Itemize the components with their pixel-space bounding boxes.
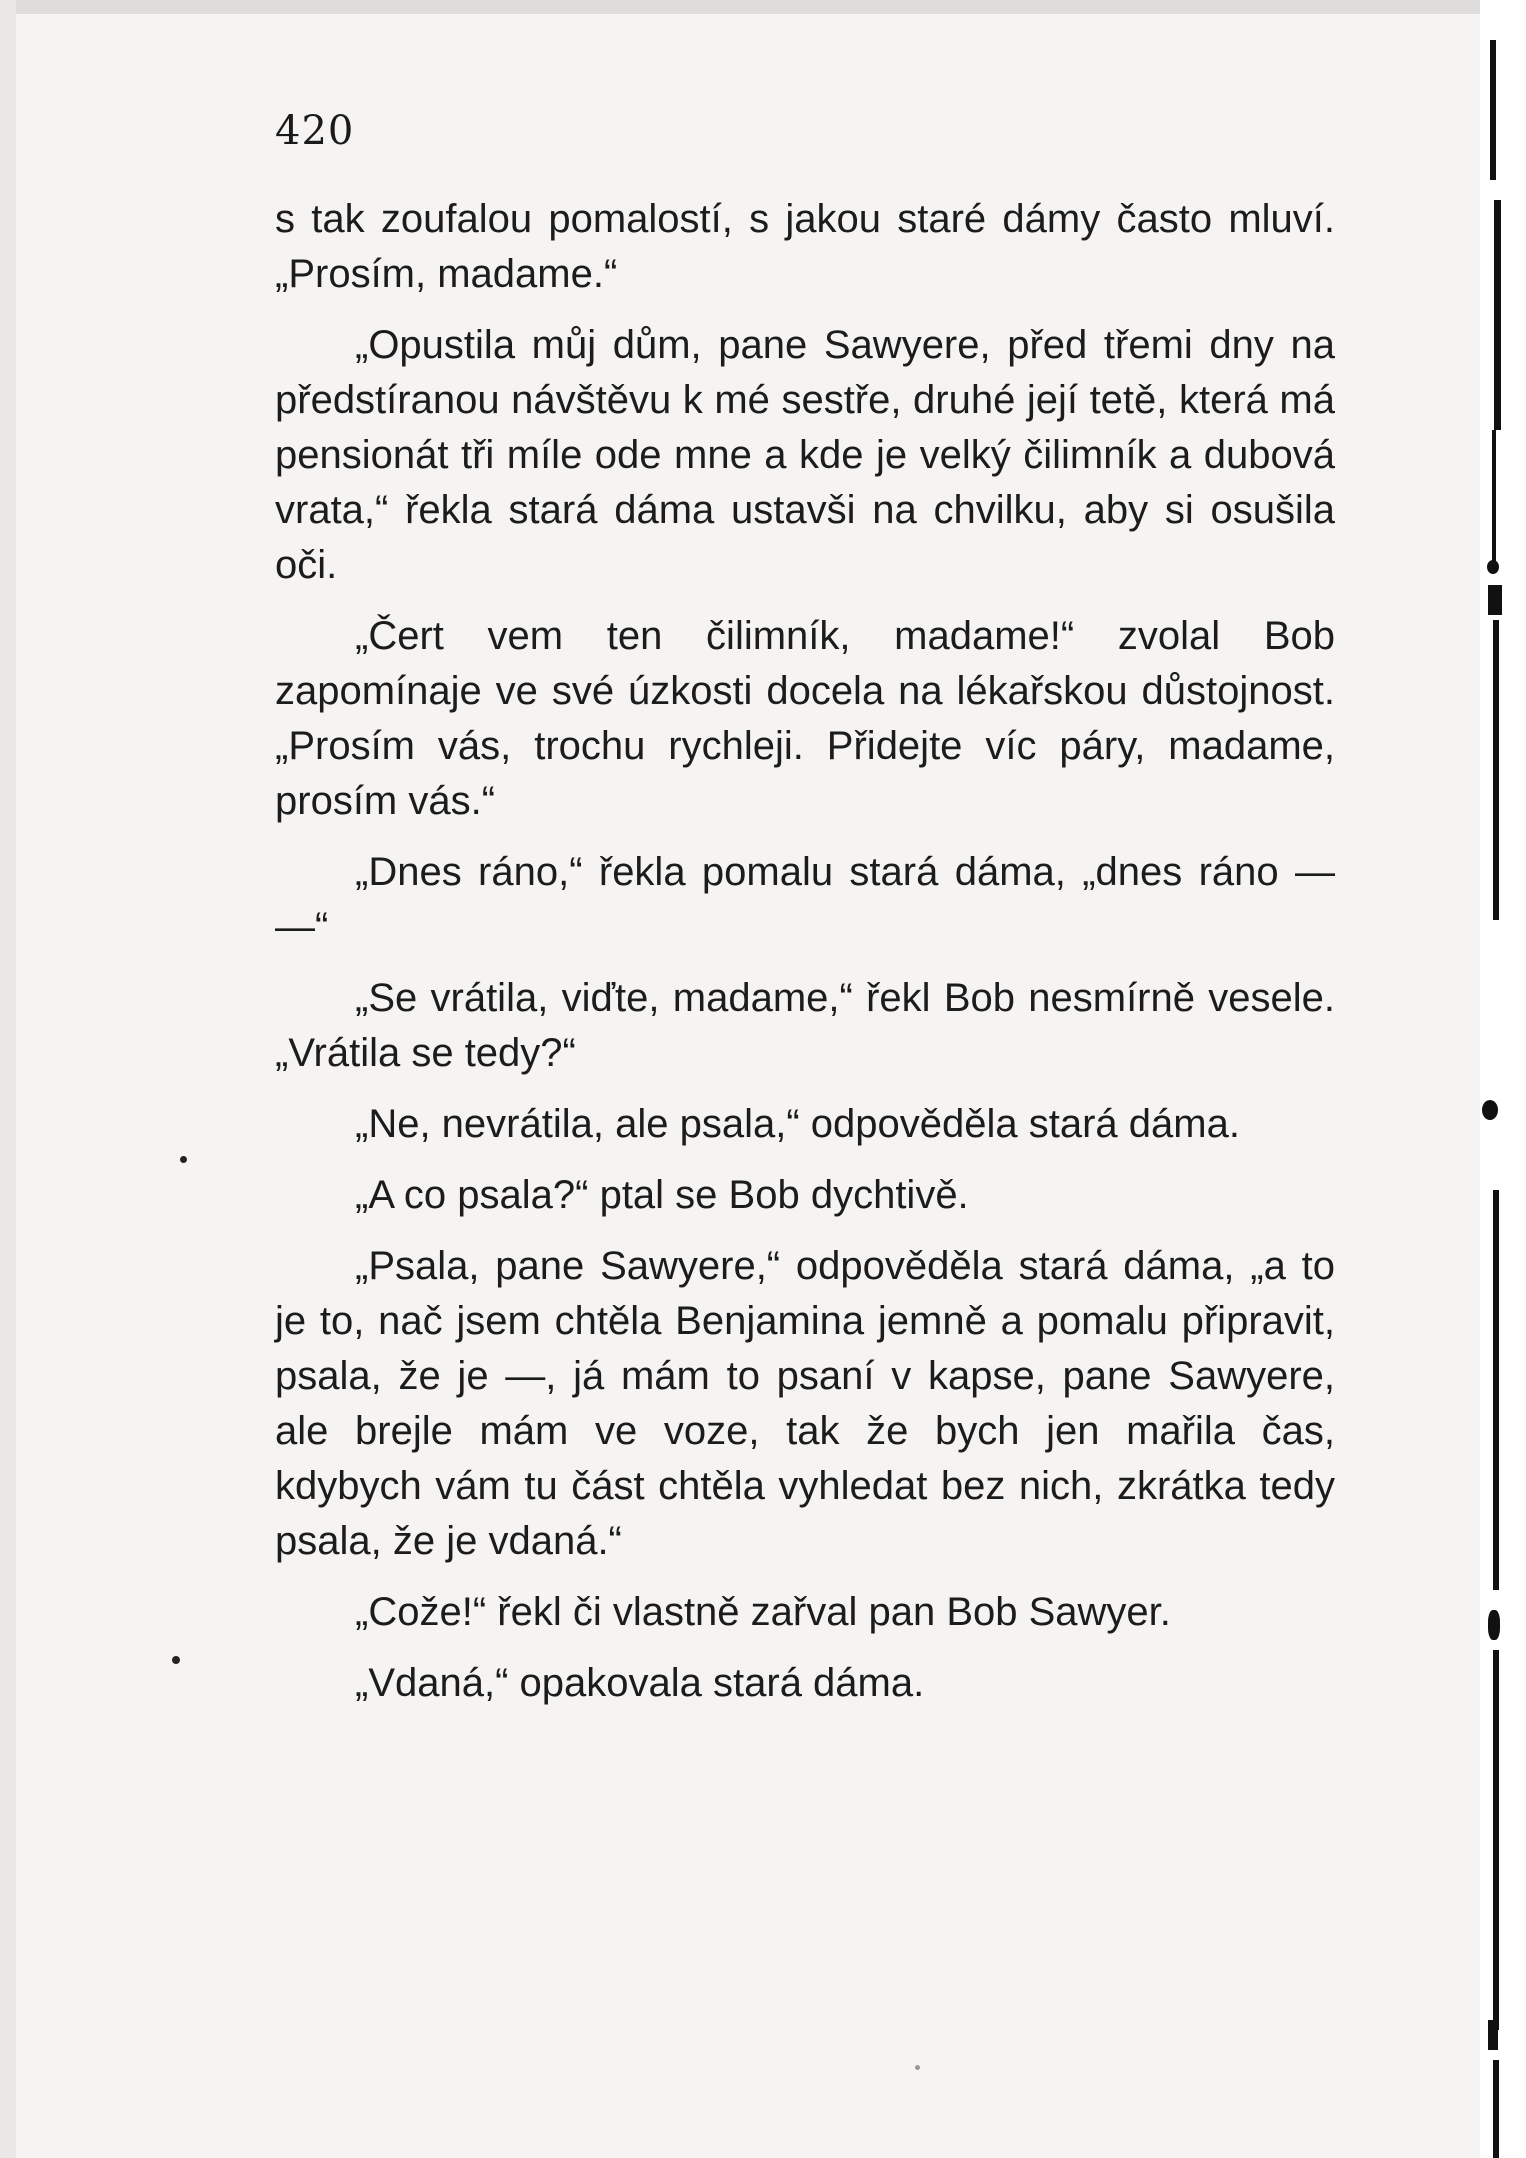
binding-shadow [1493, 1190, 1499, 1590]
paragraph: „Se vrátila, viďte, madame,“ řekl Bob nesmírně vesele. „Vrátila se tedy?“ [275, 976, 1335, 1075]
binding-edge [1480, 0, 1526, 2158]
binding-shadow [1487, 560, 1499, 574]
paragraph: „Vdaná,“ opakovala stará dáma. [355, 1661, 925, 1705]
page-left-edge [0, 0, 16, 2158]
paragraph: „Ne, nevrátila, ale psala,“ odpověděla stará dáma. [355, 1102, 1240, 1146]
page-top-edge [0, 0, 1526, 14]
binding-shadow [1493, 620, 1499, 920]
paragraph: s tak zoufalou pomalostí, s jakou staré dámy často mluví. „Prosím, madame.“ [275, 197, 1335, 296]
paragraph: „Psala, pane Sawyere,“ odpověděla stará dáma, „a to je to, nač jsem chtěla Benjamina jemně a pomalu připravit, psala, že je —, já mám to psaní v kapse, pane Sawyere, ale brejle mám ve voze, tak že bych jen mařila čas, kdybych vám tu část chtěla vyhledat bez nich, zkrátka tedy psala, že je vdaná.“ [275, 1244, 1335, 1563]
binding-shadow [1488, 585, 1502, 615]
binding-shadow [1490, 40, 1496, 180]
page-number: 420 [275, 108, 355, 154]
binding-shadow [1488, 2020, 1498, 2050]
binding-shadow [1493, 1650, 1499, 2030]
binding-shadow [1492, 430, 1496, 570]
body-text [275, 192, 1335, 1727]
binding-shadow [1482, 1100, 1498, 1120]
paragraph: „Čert vem ten čilimník, madame!“ zvolal Bob zapomínaje ve své úzkosti docela na lékařskou důstojnost. „Prosím vás, trochu rychleji. Přidejte víc páry, madame, prosím vás.“ [275, 614, 1335, 823]
binding-shadow [1488, 1610, 1500, 1640]
paragraph: „Cože!“ řekl či vlastně zařval pan Bob Sawyer. [355, 1590, 1171, 1634]
paragraph: „Dnes ráno,“ řekla pomalu stará dáma, „dnes ráno — —“ [275, 850, 1335, 949]
scan-speck [915, 2065, 920, 2070]
scan-speck [180, 1156, 187, 1163]
scan-speck [172, 1656, 180, 1664]
paragraph: „A co psala?“ ptal se Bob dychtivě. [355, 1173, 969, 1217]
binding-shadow [1494, 200, 1501, 430]
paragraph: „Opustila můj dům, pane Sawyere, před třemi dny na předstíranou návštěvu k mé sestře, druhé její tetě, která má pensionát tři míle ode mne a kde je velký čilimník a dubová vrata,“ řekla stará dáma ustavši na chvilku, aby si osušila oči. [275, 323, 1335, 587]
binding-shadow [1493, 2060, 1499, 2158]
